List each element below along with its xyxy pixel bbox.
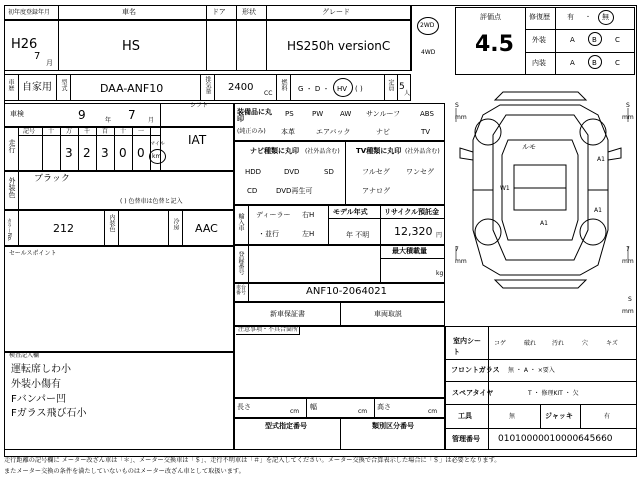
first-reg-month-unit: 月 (46, 59, 53, 67)
navi-sd: SD (324, 168, 334, 176)
equipment-label: 装備品に丸印 (237, 108, 272, 123)
cooler-value: AAC (195, 222, 218, 235)
equip-ps: PS (285, 110, 294, 118)
diagram-center-text: ルモ (522, 143, 536, 151)
navi-label: ナビ種類に丸印 (250, 147, 299, 155)
shift-label: シフト (190, 102, 209, 109)
color-code-label: カラーNo. (6, 218, 12, 242)
score-value: 4.5 (475, 32, 514, 57)
fuel-options: G ・ D ・ (298, 85, 330, 93)
chassis-value: ANF10-2064021 (306, 286, 387, 297)
score-label: 評価点 (480, 13, 501, 21)
shape-label: 形状 (242, 8, 256, 16)
navi-cd: CD (247, 187, 258, 195)
tool-label: 工具 (458, 412, 472, 420)
car-name-value: HS (122, 39, 141, 54)
mileage-digit-4: 0 (137, 146, 145, 160)
class-label: 類別区分番号 (372, 422, 414, 430)
ext-color-note: ( ) 色替車は色替と記入 (120, 198, 183, 205)
recycle-value: 12,320 (394, 225, 433, 238)
mgmt-label: 管理番号 (452, 435, 480, 443)
inspector-label: 検査記入欄 (9, 352, 40, 359)
diagram-unit-rr: mm (622, 258, 634, 265)
type-label: 型式指定番号 (265, 422, 307, 430)
interior-label: 内装 (532, 59, 546, 67)
displacement-label: 排気量 (204, 76, 211, 94)
repair-label: 修復歴 (529, 13, 550, 21)
load-label: 最大積載量 (392, 247, 427, 255)
inspection-month: 7 (128, 108, 136, 122)
ext-color-value: ブラック (34, 174, 70, 184)
cooler-label: 冷房 (172, 218, 179, 230)
first-reg-year: H26 (11, 37, 38, 52)
cc-unit: CC (264, 90, 273, 97)
width-label: 幅 (310, 403, 317, 411)
warranty-label: 新車保証書 (270, 310, 305, 318)
mileage-unit-4: 百 (102, 128, 109, 135)
diagram-unit-fr: mm (622, 114, 634, 121)
equip-sunroof: サンルーフ (366, 110, 401, 118)
diagram-mark-1: A1 (597, 156, 605, 163)
fuel-label: 燃料 (280, 79, 287, 91)
int-b: B (592, 59, 597, 67)
recycle-label: リサイクル預託金 (384, 208, 440, 216)
diagram-label-rr: 7 (626, 246, 630, 253)
length-label: 長さ (237, 403, 251, 411)
ext-a: A (570, 36, 575, 44)
jack-label: ジャッキ (545, 412, 573, 420)
car-diagram (448, 80, 638, 320)
capacity-unit: 人 (404, 90, 411, 97)
exterior-label: 外装 (532, 36, 546, 44)
mileage-unit-3: 千 (84, 128, 91, 135)
mileage-unit-5: 十 (120, 128, 127, 135)
use-label: 車歴 (7, 79, 14, 91)
length-unit: cm (290, 408, 300, 415)
capacity-label: 定員 (387, 79, 394, 91)
shift-value: IAT (188, 133, 207, 147)
diagram-unit-rl: mm (455, 258, 467, 265)
spare-label: スペアタイヤ (452, 389, 494, 397)
equip-abs: ABS (420, 110, 434, 118)
model-year-label: モデル年式 (333, 208, 368, 216)
jack-value: 有 (604, 413, 611, 420)
note-line-4: Fガラス飛び石小 (11, 408, 87, 419)
import-label: 輸入車 (237, 213, 244, 231)
navi-dvd-play: DVD再生可 (276, 187, 313, 195)
diagram-label-fr: S (626, 102, 630, 109)
color-code-value: 212 (53, 222, 74, 235)
diagram-mark-3: A1 (594, 207, 602, 214)
first-reg-label: 初年度登録年月 (8, 9, 51, 16)
mileage-digit-0: 3 (65, 146, 73, 160)
first-reg-month: 7 (34, 51, 41, 62)
height-unit: cm (428, 408, 438, 415)
diagram-mark-2: W1 (500, 185, 510, 192)
front-glass-opts: 無 ・ A ・ ×要入 (508, 367, 555, 374)
grade-label: グレード (322, 8, 350, 16)
int-a: A (570, 59, 575, 67)
equip-aw: AW (340, 110, 352, 118)
fuel-hv: HV (337, 85, 348, 93)
fuel-paren: ( ) (355, 85, 363, 93)
mileage-unit-0: 記号 (23, 128, 36, 135)
note-line-1: 運転席しわ小 (11, 364, 71, 375)
reg-label: 登録番号 (237, 251, 244, 275)
seat-opt-4: 穴 (582, 340, 589, 347)
mileage-km: km (152, 153, 162, 160)
use-value: 自家用 (22, 82, 52, 93)
caution-box (234, 326, 445, 398)
car-name-label: 車名 (122, 8, 136, 16)
inspection-year: 9 (78, 108, 86, 122)
repair-no: 無 (602, 13, 609, 21)
import-dealer: ディーラー (256, 211, 291, 219)
load-unit: kg (436, 270, 444, 277)
caution-label: 注意事項・不具合箇所 (238, 326, 299, 333)
int-color-label: 内装色 (108, 214, 115, 232)
seat-opt-2: 破れ (524, 340, 537, 347)
mileage-digit-2: 3 (101, 146, 109, 160)
equip-leather: 本革 (281, 128, 295, 136)
equip-airbag: エアバック (316, 128, 351, 136)
capacity-value: 5 (399, 82, 405, 92)
tv-analog: アナログ (362, 187, 390, 195)
import-parallel: ・並行 (258, 230, 279, 238)
diagram-unit-spare: mm (622, 308, 634, 315)
mgmt-value: 01010000010000645660 (498, 434, 613, 444)
inspection-label: 車検 (10, 110, 24, 118)
spare-opts: T ・ 修理KIT ・ 欠 (528, 390, 579, 397)
tool-value: 無 (509, 413, 516, 420)
tv-fullseg: フルセグ (362, 168, 390, 176)
equip-pw: PW (312, 110, 324, 118)
recycle-unit: 円 (436, 232, 443, 239)
note-line-3: Fバンパー凹 (11, 394, 67, 405)
tv-oneseg: ワンセグ (406, 168, 434, 176)
footer-line-2: またメーター交換の条件を満たしていないものはメーター改ざん車として取扱います。 (4, 468, 245, 475)
sales-point-label: セールスポイント (9, 250, 57, 257)
navi-dvd: DVD (284, 168, 300, 176)
diagram-label-rl: 7 (455, 246, 459, 253)
model-label: 型式 (60, 79, 67, 91)
height-label: 高さ (377, 403, 391, 411)
equipment-sub: (純正のみ) (237, 128, 266, 135)
inspection-year-unit: 年 (105, 117, 112, 124)
seat-label: 室内シート (453, 337, 481, 356)
seat-opt-1: コゲ (494, 340, 507, 347)
model-value: DAA-ANF10 (100, 82, 164, 95)
sales-point-box (4, 246, 234, 352)
equip-navi: ナビ (376, 128, 390, 136)
door-label: ドア (212, 8, 226, 16)
diagram-label-fl: S (455, 102, 459, 109)
diagram-unit-fl: mm (455, 114, 467, 121)
ext-c: C (615, 36, 620, 44)
mileage-label: 走行 (8, 139, 16, 153)
mileage-mile: マイル (150, 141, 165, 147)
ext-b: B (592, 36, 597, 44)
drive-2wd: 2WD (420, 22, 435, 29)
import-right: 右H (302, 211, 315, 219)
width-unit: cm (358, 408, 368, 415)
tv-label: TV種類に丸印 (356, 147, 402, 155)
diagram-mark-4: A1 (540, 220, 548, 227)
int-c: C (615, 59, 620, 67)
mileage-unit-2: 万 (66, 128, 73, 135)
mileage-unit-6: 一 (138, 128, 145, 135)
navi-sub: (社外品含む) (305, 148, 340, 155)
diagram-label-spare: S (628, 296, 632, 303)
seat-opt-5: キズ (606, 340, 618, 347)
mileage-digit-1: 2 (83, 146, 91, 160)
mileage-unit-1: 十 (48, 128, 55, 135)
manual-label: 車両取説 (374, 310, 402, 318)
front-glass-label: フロントガラス (451, 366, 500, 374)
seat-opt-3: 汚れ (552, 340, 565, 347)
tv-sub: (社外品含む) (405, 148, 440, 155)
note-line-2: 外装小傷有 (11, 379, 61, 390)
ext-color-label: 外装色 (8, 177, 16, 198)
import-left: 左H (302, 230, 315, 238)
equip-tv: TV (421, 128, 431, 136)
grade-value: HS250h versionC (287, 39, 391, 53)
chassis-label: 車台番号 (236, 285, 247, 296)
drive-4wd: 4WD (421, 49, 436, 56)
footer-line-1: 走行距離の記号欄に メーター改ざん車は「＊」、メーター交換車は「＄」、走行不明車は「＃」を記入してください。メーター交換で合算表示した場合に「＄」は必要となります。 (4, 457, 501, 464)
navi-hdd: HDD (245, 168, 262, 176)
dims-box (234, 398, 445, 418)
model-year-value: 年 不明 (346, 231, 370, 239)
inspection-month-unit: 月 (148, 117, 155, 124)
repair-yes: 有 (567, 13, 574, 21)
displacement-value: 2400 (228, 82, 254, 93)
mileage-digit-3: 0 (119, 146, 127, 160)
